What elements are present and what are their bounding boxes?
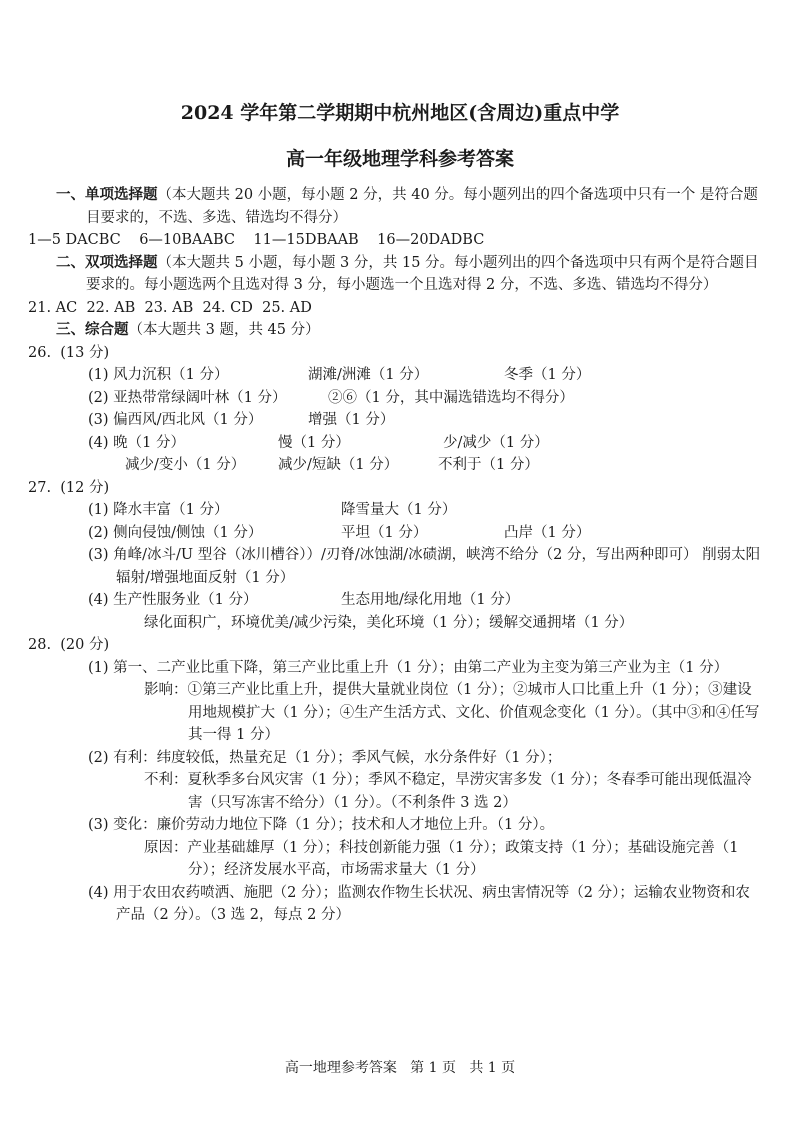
section-3-desc: （本大题共 3 题，共 45 分）	[128, 322, 320, 338]
q27-line-2	[28, 522, 764, 545]
q27-l4-a: (4) 生产性服务业（1 分）	[88, 592, 258, 608]
q26-l3-a: (3) 偏西风/西北风（1 分）	[88, 412, 263, 428]
q26-l4-a: (4) 晚（1 分）	[88, 434, 185, 451]
q26-l5-b: 减少/短缺（1 分）	[278, 457, 399, 473]
q26-line-3	[28, 409, 764, 432]
q26-line-2	[28, 387, 764, 410]
q26-line-4	[28, 432, 764, 455]
section-2-answers: 21. AC 22. AB 23. AB 24. CD 25. AD	[28, 299, 312, 316]
section-2-header	[28, 252, 764, 297]
document-subtitle: 高一年级地理学科参考答案	[285, 148, 514, 170]
answer-body	[28, 184, 764, 927]
section-1-desc: （本大题共 20 小题，每小题 2 分，共 40 分。每小题列出的四个备选项中只有一个 是符合题目要求的，不选、多选、错选均不得分）	[86, 187, 758, 226]
section-1-answers: 1—5 DACBC 6—10BAABC 11—15DBAAB 16—20DADBC	[28, 232, 485, 248]
q27-line-1	[28, 499, 764, 522]
page-footer: 高一地理参考答案 第 1 页 共 1 页	[284, 1060, 516, 1076]
q26-l3-b: 增强（1 分）	[308, 412, 395, 428]
q26-l1-c: 冬季（1 分）	[504, 367, 591, 383]
q28-part-2: (2) 有利：纬度较低，热量充足（1 分）；季风气候，水分条件好（1 分）；	[88, 749, 562, 766]
q26-line-1	[28, 364, 764, 387]
q28-part-3: (3) 变化：廉价劳动力地位下降（1 分）；技术和人才地位上升。（1 分）。	[88, 817, 555, 833]
q28-part-2-disadvantage: 不利：夏秋季多台风灾害（1 分）；季风不稳定，旱涝灾害多发（1 分）；冬春季可能出现低温冷害（只写冻害不给分）（1 分）。（不利条件 3 选 2）	[144, 772, 752, 811]
q27-line-4	[28, 589, 764, 612]
q27-l1-a: (1) 降水丰富（1 分）	[88, 502, 229, 518]
q28-part-4: (4) 用于农田农药喷洒、施肥（2 分）；监测农作物生长状况、病虫害情况等（2 分）；运输农业物资和农产品（2 分）。（3 选 2，每点 2 分）	[88, 884, 750, 923]
q28-number: 28. (20 分)	[28, 637, 110, 653]
q26-l1-b: 湖滩/洲滩（1 分）	[308, 367, 429, 383]
q27-l2-c: 凸岸（1 分）	[504, 524, 591, 541]
section-2-label: 二、双项选择题	[56, 253, 158, 271]
q28-part-1: (1) 第一、二产业比重下降，第三产业比重上升（1 分）；由第二产业为主变为第三产业为主（1 分）	[88, 659, 729, 676]
q27-l1-b: 降雪量大（1 分）	[341, 502, 457, 518]
q26-l5-a: 减少/变小（1 分）	[125, 457, 246, 473]
q27-number: 27. (12 分)	[28, 479, 110, 496]
q26-l2-a: (2) 亚热带常绿阔叶林（1 分）	[88, 389, 287, 406]
q26-l5-c: 不利于（1 分）	[438, 457, 539, 473]
q28-part-3-reason: 原因：产业基础雄厚（1 分）；科技创新能力强（1 分）；政策支持（1 分）；基础设施完善（1 分）；经济发展水平高，市场需求量大（1 分）	[144, 839, 739, 878]
q27-l4-b: 生态用地/绿化用地（1 分）	[341, 592, 520, 608]
q26-l4-b: 慢（1 分）	[278, 434, 350, 451]
q27-line-3: (3) 角峰/冰斗/U 型谷（冰川槽谷））/刃脊/冰蚀湖/冰碛湖，峡湾不给分（2 分，写出两种即可） 削弱太阳辐射/增强地面反射（1 分）	[88, 547, 761, 586]
section-2-desc: （本大题共 5 小题，每小题 3 分，共 15 分。每小题列出的四个备选项中只有两个是符合题目要求的。每小题选两个且选对得 3 分，每小题选一个且选对得 2 分，不选、多选、错选均不得分）	[86, 254, 759, 293]
q26-l4-c: 少/减少（1 分）	[443, 434, 549, 451]
section-1-header	[28, 184, 764, 229]
q27-line-5: 绿化面积广，环境优美/减少污染，美化环境（1 分）；缓解交通拥堵（1 分）	[144, 614, 634, 631]
document-title: 2024 学年第二学期期中杭州地区(含周边)重点中学	[180, 102, 620, 124]
section-3-label: 三、综合题	[56, 321, 129, 338]
q26-l2-b: ②⑥（1 分，其中漏选错选均不得分）	[328, 389, 574, 406]
section-3-header	[28, 319, 764, 342]
q26-l1-a: (1) 风力沉积（1 分）	[88, 367, 229, 383]
q27-l2-b: 平坦（1 分）	[341, 524, 428, 541]
section-1-label: 一、单项选择题	[56, 186, 158, 203]
q27-l2-a: (2) 侧向侵蚀/侧蚀（1 分）	[88, 524, 263, 541]
q26-number: 26. (13 分)	[28, 344, 110, 361]
q26-line-5	[28, 454, 764, 477]
q28-part-1-influence: 影响：①第三产业比重上升，提供大量就业岗位（1 分）；②城市人口比重上升（1 分）；③建设用地规模扩大（1 分）；④生产生活方式、文化、价值观念变化（1 分）。（其中③和④任写其一得 1 分）	[144, 682, 760, 743]
